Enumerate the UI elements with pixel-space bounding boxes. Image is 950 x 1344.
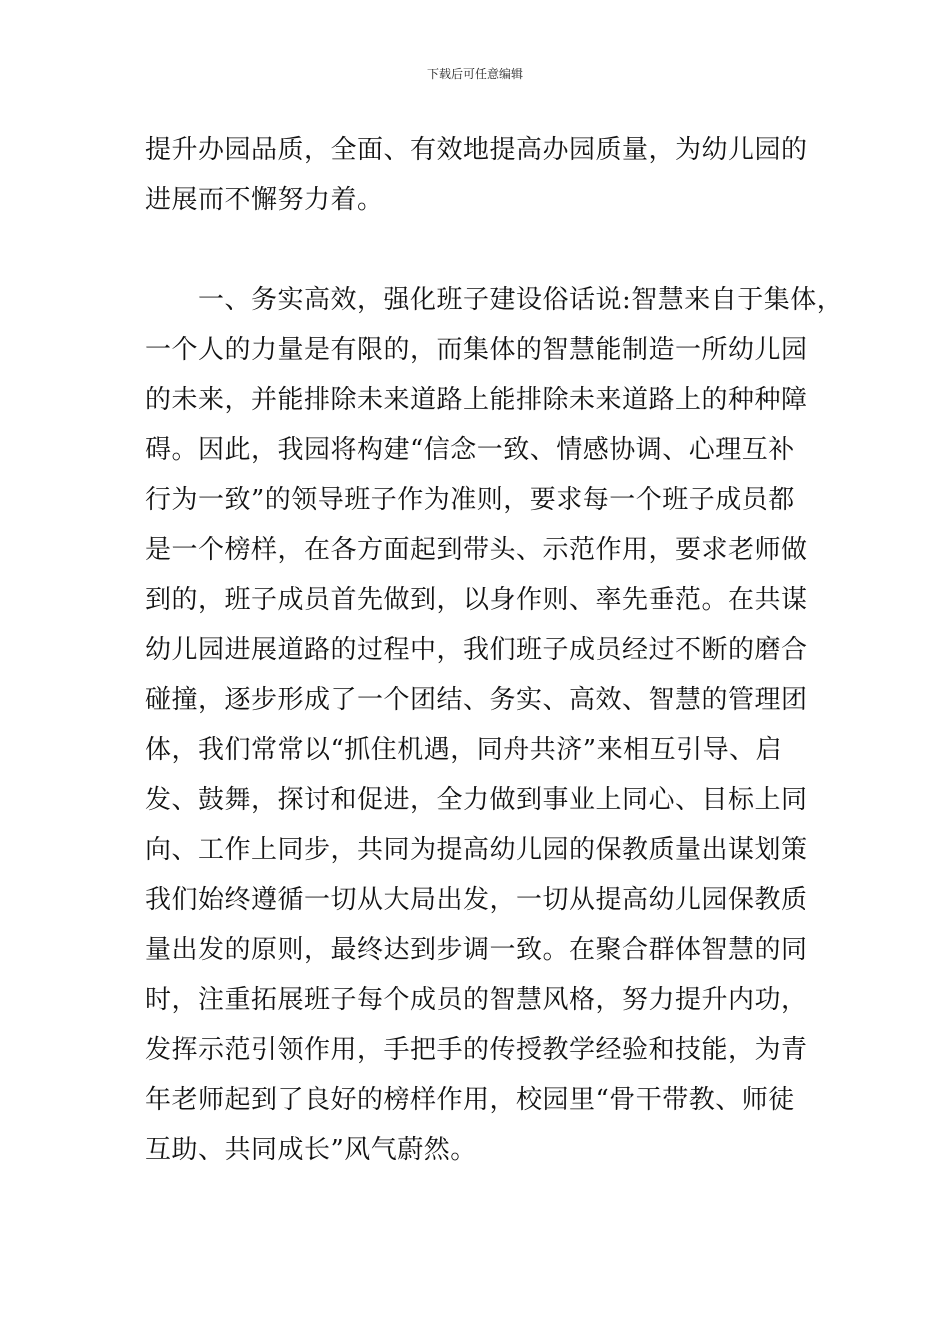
paragraph-line: 我们始终遵循一切从大局出发，一切从提高幼儿园保教质	[145, 885, 808, 915]
paragraph-line: 进展而不懈努力着。	[145, 185, 384, 215]
paragraph-line: 幼儿园进展道路的过程中，我们班子成员经过不断的磨合	[145, 635, 808, 665]
paragraph-line: 碰撞，逐步形成了一个团结、务实、高效、智慧的管理团	[145, 685, 808, 715]
paragraph-line: 向、工作上同步，共同为提高幼儿园的保教质量出谋划策	[145, 835, 808, 865]
paragraph-line: 时，注重拓展班子每个成员的智慧风格，努力提升内功，	[145, 985, 808, 1015]
paragraph-line: 年老师起到了良好的榜样作用，校园里“骨干带教、师徒	[145, 1085, 795, 1115]
paragraph-line: 的未来，并能排除未来道路上能排除未来道路上的种种障	[145, 385, 808, 415]
paragraph-line: 发挥示范引领作用，手把手的传授教学经验和技能，为青	[145, 1035, 808, 1065]
paragraph-line: 提升办园品质，全面、有效地提高办园质量，为幼儿园的	[145, 135, 808, 165]
paragraph-line: 发、鼓舞，探讨和促进，全力做到事业上同心、目标上同	[145, 785, 808, 815]
header-note: 下载后可任意编辑	[426, 67, 523, 81]
paragraph-line: 一、务实高效，强化班子建设俗话说:智慧来自于集体，	[145, 285, 844, 315]
paragraph-line: 是一个榜样，在各方面起到带头、示范作用，要求老师做	[145, 535, 808, 565]
paragraph-line: 互助、共同成长”风气蔚然。	[145, 1135, 477, 1165]
paragraph-line: 一个人的力量是有限的，而集体的智慧能制造一所幼儿园	[145, 335, 808, 365]
paragraph-line: 行为一致”的领导班子作为准则，要求每一个班子成员都	[145, 485, 795, 515]
paragraph-line: 体，我们常常以“抓住机遇，同舟共济”来相互引导、启	[145, 735, 783, 765]
paragraph-line: 碍。因此，我园将构建“信念一致、情感协调、心理互补	[145, 435, 795, 465]
paragraph-line: 量出发的原则，最终达到步调一致。在聚合群体智慧的同	[145, 935, 808, 965]
paragraph-line: 到的，班子成员首先做到，以身作则、率先垂范。在共谋	[145, 585, 808, 615]
